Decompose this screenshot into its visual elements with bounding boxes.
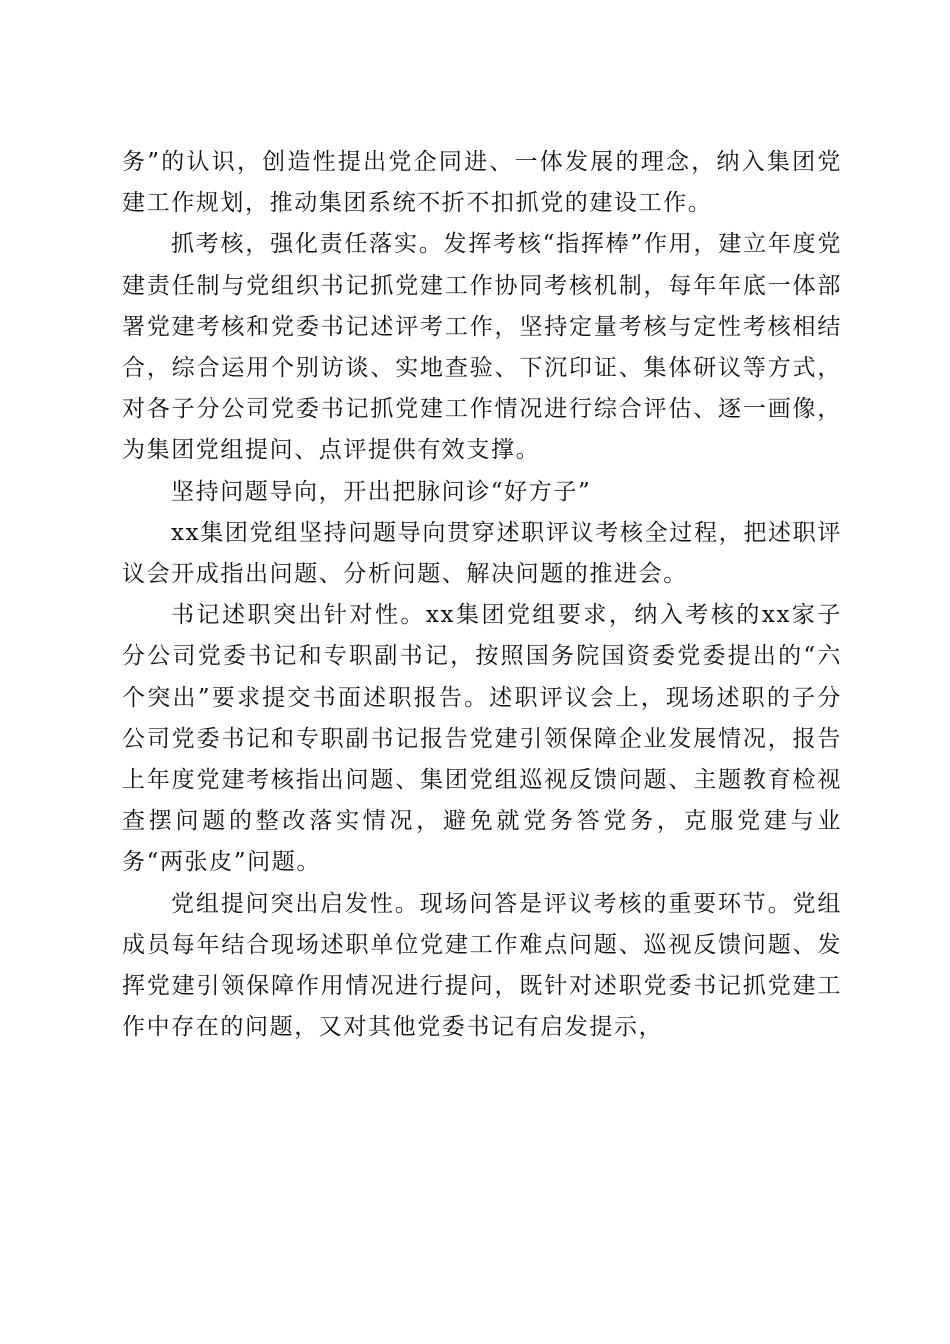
paragraph-party-questions: 党组提问突出启发性。现场问答是评议考核的重要环节。党组成员每年结合现场述职单位党建工作难点问题、巡视反馈问题、发挥党建引领保障作用情况进行提问，既针对述职党委书记抓党建工作中存在的问题，又对其他党委书记有启发提示， xyxy=(122,890,842,1041)
paragraph-secretary-report: 书记述职突出针对性。xx集团党组要求，纳入考核的xx家子分公司党委书记和专职副书记，按照国务院国资委党委提出的“六个突出”要求提交书面述职报告。述职评议会上，现场述职的子分公司党委书记和专职副书记报告党建引领保障企业发展情况，报告上年度党建考核指出问题、集团党组巡视反馈问题、主题教育检视查摆问题的整改落实情况，避免就党务答党务，克服党建与业务“两张皮”问题。 xyxy=(122,602,842,876)
paragraph-assessment: 抓考核，强化责任落实。发挥考核“指挥棒”作用，建立年度党建责任制与党组织书记抓党建工作协同考核机制，每年年底一体部署党建考核和党委书记述评考工作，坚持定量考核与定性考核相结合，综合运用个别访谈、实地查验、下沉印证、集体研议等方式，对各子分公司党委书记抓党建工作情况进行综合评估、逐一画像，为集团党组提问、点评提供有效支撑。 xyxy=(122,231,842,464)
paragraph-problem-orientation: xx集团党组坚持问题导向贯穿述职评议考核全过程，把述职评议会开成指出问题、分析问题、解决问题的推进会。 xyxy=(122,519,842,588)
document-body xyxy=(122,142,842,1048)
section-heading: 坚持问题导向，开出把脉问诊“好方子” xyxy=(171,478,592,505)
paragraph-continuation: 务”的认识，创造性提出党企同进、一体发展的理念，纳入集团党建工作规划，推动集团系统不折不扣抓党的建设工作。 xyxy=(122,149,842,217)
